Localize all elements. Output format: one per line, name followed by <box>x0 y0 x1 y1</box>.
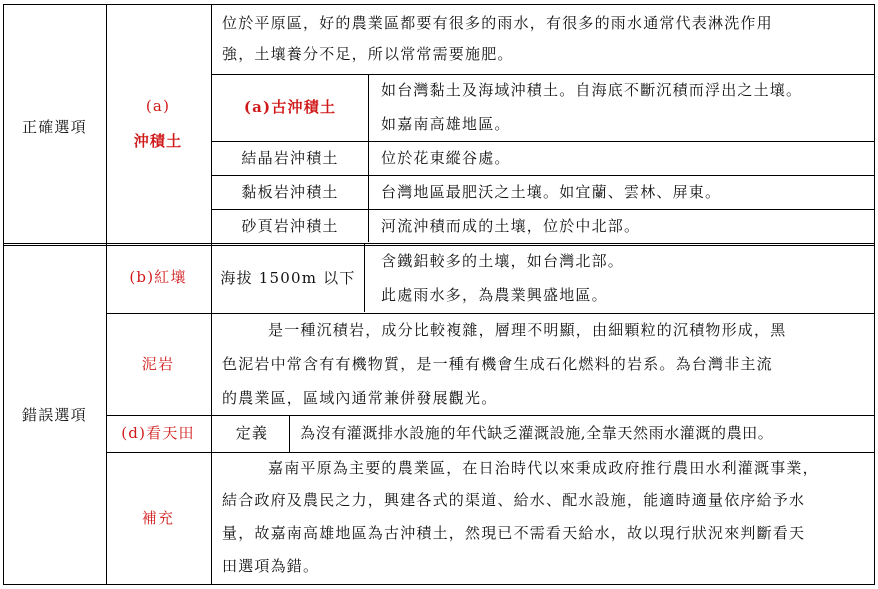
soil-desc-ancient-alluvial-1: 如台灣黏土及海域沖積土。自海底不斷沉積而浮出之土壤。 <box>381 81 803 99</box>
red-soil-desc-2: 此處雨水多，為農業興盛地區。 <box>381 286 608 304</box>
mudstone-desc-2: 色泥岩中常含有有機物質，是一種有機會生成石化燃料的岩系。為台灣非主流 <box>222 355 773 373</box>
row-line-a1 <box>211 141 875 142</box>
soil-name-crystalline: 結晶岩沖積土 <box>241 149 339 167</box>
row-line-a2 <box>211 175 875 176</box>
soil-desc-ancient-alluvial-2: 如嘉南高雄地區。 <box>381 115 511 133</box>
correct-section-label: 正確選項 <box>22 118 87 136</box>
red-soil-name: (b)紅壤 <box>129 268 187 286</box>
soil-name-ancient-alluvial: (a)古沖積土 <box>243 98 337 116</box>
supplement-label: 補充 <box>141 509 175 527</box>
rainfed-definition-label: 定義 <box>235 424 269 442</box>
col-divider-definition <box>289 416 290 452</box>
mudstone-name: 泥岩 <box>141 355 175 373</box>
supplement-desc-3: 量，故嘉南高雄地區為古沖積土，然現已不需看天給水，故以現行狀況來判斷看天 <box>222 524 806 542</box>
row-line-c <box>106 415 875 416</box>
soil-name-slate: 黏板岩沖積土 <box>241 183 339 201</box>
intro-line-1: 位於平原區，好的農業區都要有很多的雨水，有很多的雨水通常代表淋洗作用 <box>222 14 773 32</box>
border-bottom <box>3 584 875 585</box>
mudstone-desc-3: 的農業區，區域內通常兼併發展觀光。 <box>222 389 498 407</box>
rainfed-field-name: (d)看天田 <box>121 424 195 442</box>
soil-desc-slate: 台灣地區最肥沃之土壤。如宜蘭、雲林、屏東。 <box>381 183 722 201</box>
border-right <box>874 4 875 585</box>
col-divider-1 <box>106 4 107 585</box>
col-divider-altitude <box>364 244 365 312</box>
intro-line-2: 強，土壤養分不足，所以常常需要施肥。 <box>222 45 514 63</box>
rainfed-definition: 為沒有灌溉排水設施的年代缺乏灌溉設施,全靠天然雨水灌溉的農田。 <box>300 424 774 442</box>
border-left <box>3 4 4 585</box>
col-divider-2 <box>211 4 212 585</box>
wrong-section-label: 錯誤選項 <box>22 406 87 424</box>
red-soil-altitude: 海拔 1500m 以下 <box>220 269 356 287</box>
row-line-d <box>106 452 875 453</box>
correct-term: 沖積土 <box>133 132 183 150</box>
correct-marker: (a) <box>145 97 171 115</box>
row-line-a3 <box>211 209 875 210</box>
section-divider-a <box>3 243 875 244</box>
col-divider-3 <box>368 74 369 242</box>
supplement-desc-4: 田選項為錯。 <box>222 557 320 575</box>
row-line-intro <box>211 74 875 75</box>
mudstone-desc-1: 是一種沉積岩，成分比較複雜，層理不明顯，由細顆粒的沉積物形成，黑 <box>268 321 787 339</box>
supplement-desc-2: 結合政府及農民之力，興建各式的渠道、給水、配水設施，能適時適量依序給予水 <box>222 491 806 509</box>
supplement-desc-1: 嘉南平原為主要的農業區，在日治時代以來秉成政府推行農田水利灌溉事業， <box>268 459 819 477</box>
soil-desc-sandshale: 河流沖積而成的土壤，位於中北部。 <box>381 217 641 235</box>
soil-desc-crystalline: 位於花東縱谷處。 <box>381 149 511 167</box>
soil-name-sandshale: 砂頁岩沖積土 <box>241 217 339 235</box>
section-divider-b <box>3 245 875 246</box>
red-soil-desc-1: 含鐵鋁較多的土壤，如台灣北部。 <box>381 252 625 270</box>
row-line-b <box>106 313 875 314</box>
border-top <box>3 4 875 5</box>
